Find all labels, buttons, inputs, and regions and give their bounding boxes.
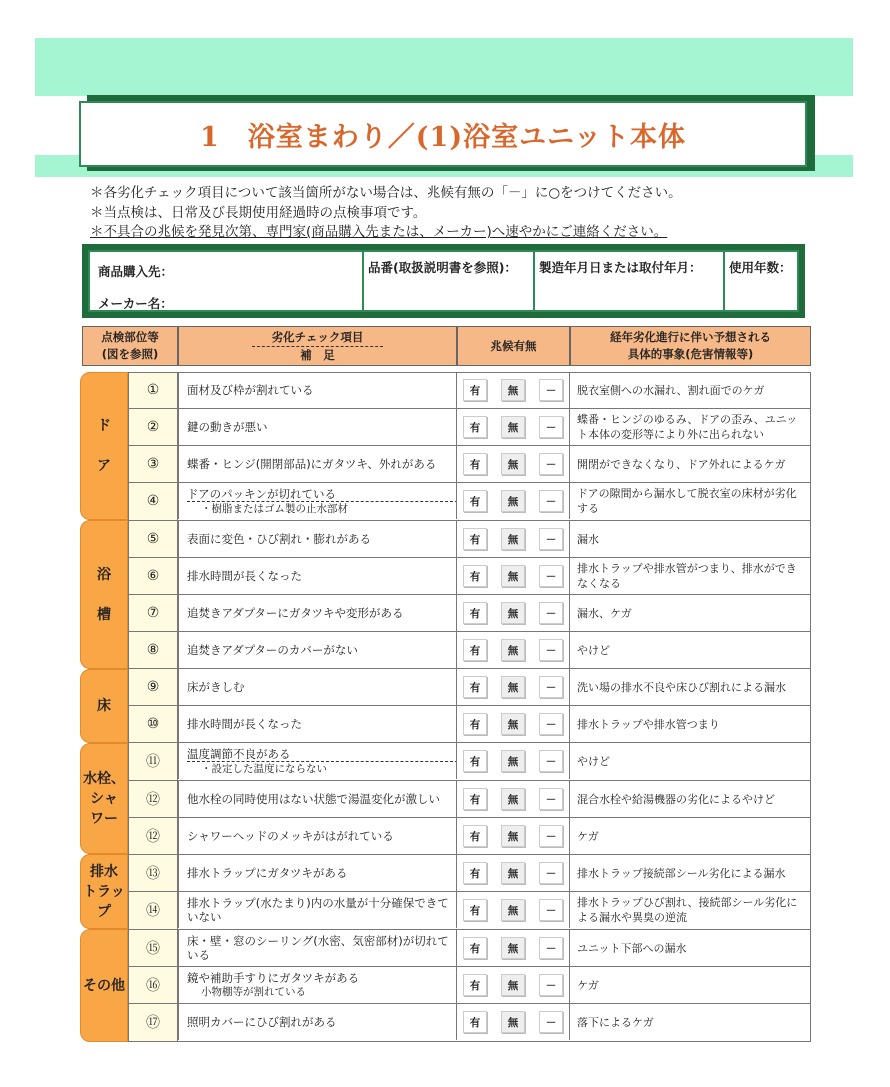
check-item-text: ドアのパッキンが切れている	[187, 487, 457, 502]
years-label: 使用年数：	[729, 260, 792, 275]
option-yes[interactable]: 有	[463, 453, 487, 475]
check-item-text: 排水トラップ(水たまり)内の水量が十分確保できていない	[187, 896, 449, 924]
effect-text: 蝶番・ヒンジのゆるみ、ドアの歪み、ユニット本体の変形等により外に出られない	[570, 409, 811, 445]
row-number: ③	[146, 456, 160, 472]
effect-text: やけど	[570, 632, 811, 668]
effect-text: ドアの隙間から漏水して脱衣室の床材が劣化する	[570, 483, 811, 519]
table-row	[128, 967, 811, 1004]
option-na[interactable]: －	[539, 937, 563, 959]
table-row	[128, 1004, 811, 1042]
option-na[interactable]: －	[539, 788, 563, 810]
effect-text: 漏水	[570, 521, 811, 557]
table-row	[128, 558, 811, 595]
header-effect-line2: 具体的事象(危害情報等)	[627, 347, 754, 361]
option-yes[interactable]: 有	[463, 974, 487, 996]
header-effect	[570, 326, 811, 366]
table-row	[128, 595, 811, 632]
option-na[interactable]: －	[539, 453, 563, 475]
option-no[interactable]: 無	[501, 416, 525, 438]
signs-cell	[457, 967, 570, 1003]
signs-cell	[457, 558, 570, 594]
header-signs	[457, 326, 570, 366]
option-yes[interactable]: 有	[463, 676, 487, 698]
option-no[interactable]: 無	[501, 713, 525, 735]
signs-cell	[457, 892, 570, 928]
option-yes[interactable]: 有	[463, 528, 487, 550]
row-number: ⑩	[146, 716, 160, 732]
effect-text: 排水トラップ接続部シール劣化による漏水	[570, 855, 811, 891]
check-item	[178, 930, 457, 966]
row-number: ⑮	[146, 941, 160, 957]
option-na[interactable]: －	[539, 974, 563, 996]
row-number: ⑥	[146, 568, 160, 584]
option-yes[interactable]: 有	[463, 639, 487, 661]
effect-text: やけど	[570, 743, 811, 779]
option-na[interactable]: －	[539, 713, 563, 735]
signs-cell	[457, 483, 570, 519]
table-row	[128, 372, 811, 409]
group-label: 床	[97, 698, 111, 714]
signs-cell	[457, 855, 570, 891]
check-item	[178, 669, 457, 705]
option-no[interactable]: 無	[501, 490, 525, 512]
check-item-note: 小物棚等が割れている	[201, 986, 306, 998]
option-no[interactable]: 無	[501, 602, 525, 624]
table-row	[128, 892, 811, 930]
effect-text: 排水トラップや排水管つまり	[570, 706, 811, 742]
option-yes[interactable]: 有	[463, 937, 487, 959]
model-field[interactable]	[362, 252, 533, 310]
note-line: ＊当点検は、日常及び長期使用経過時の点検事項です。	[90, 204, 427, 221]
notes	[90, 184, 682, 243]
note-line: ＊各劣化チェック項目について該当箇所がない場合は、兆候有無の「－」に○をつけてください。	[90, 185, 682, 201]
group-door	[80, 372, 128, 520]
years-field[interactable]	[723, 252, 801, 310]
check-item	[178, 632, 457, 668]
option-na[interactable]: －	[539, 528, 563, 550]
check-item-text: 排水トラップにガタツキがある	[187, 866, 348, 880]
option-na[interactable]: －	[539, 862, 563, 884]
signs-cell	[457, 930, 570, 966]
option-no[interactable]: 無	[501, 528, 525, 550]
date-field[interactable]	[533, 252, 723, 310]
option-no[interactable]: 無	[501, 862, 525, 884]
signs-cell	[457, 409, 570, 445]
group-label: ワー	[90, 810, 118, 827]
signs-cell	[457, 1004, 570, 1040]
row-number: ②	[146, 419, 160, 435]
signs-cell	[457, 632, 570, 668]
option-no[interactable]: 無	[501, 788, 525, 810]
maker-label: メーカー名：	[98, 296, 173, 311]
signs-cell	[457, 781, 570, 817]
option-na[interactable]: －	[539, 825, 563, 847]
effect-text: 漏水、ケガ	[570, 595, 811, 631]
signs-cell	[457, 818, 570, 854]
header-signs-label: 兆候有無	[490, 338, 537, 353]
option-yes[interactable]: 有	[463, 788, 487, 810]
table-row	[128, 818, 811, 855]
effect-text: 開閉ができなくなり、ドア外れによるケガ	[570, 446, 811, 482]
group-label: シャ	[90, 790, 118, 807]
option-na[interactable]: －	[539, 639, 563, 661]
option-yes[interactable]: 有	[463, 899, 487, 921]
row-number: ①	[146, 382, 160, 398]
option-yes[interactable]: 有	[463, 490, 487, 512]
table-row	[128, 781, 811, 818]
row-number: ⑰	[146, 1015, 160, 1031]
option-yes[interactable]: 有	[463, 565, 487, 587]
row-number: ⑧	[146, 642, 160, 658]
option-no[interactable]: 無	[501, 639, 525, 661]
info-box	[82, 244, 805, 318]
check-item	[178, 372, 457, 408]
check-item-text: 照明カバーにひび割れがある	[187, 1015, 337, 1029]
table-row	[128, 409, 811, 446]
option-yes[interactable]: 有	[463, 750, 487, 772]
group-label: ア	[97, 458, 111, 474]
check-item	[178, 781, 457, 817]
date-label: 製造年月日または取付年月：	[539, 260, 702, 275]
table-row	[128, 743, 811, 781]
group-drain-trap	[80, 854, 128, 929]
check-item	[178, 706, 457, 742]
option-no[interactable]: 無	[501, 937, 525, 959]
check-item	[178, 892, 457, 928]
page-title: 1 浴室まわり／(1)浴室ユニット本体	[199, 121, 687, 153]
header-band-top	[35, 38, 853, 96]
check-item-text: 他水栓の同時使用はない状態で湯温変化が激しい	[187, 792, 440, 806]
effect-text: 排水トラップや排水管がつまり、排水ができなくなる	[570, 558, 811, 594]
option-yes[interactable]: 有	[463, 379, 487, 401]
group-label: 浴	[97, 566, 111, 583]
table-row	[128, 669, 811, 706]
option-yes[interactable]: 有	[463, 602, 487, 624]
group-label: その他	[83, 977, 125, 994]
header-check	[178, 326, 457, 366]
header-part	[82, 326, 178, 366]
effect-text: 洗い場の排水不良や床ひび割れによる漏水	[570, 669, 811, 705]
group-label: 槽	[97, 606, 111, 623]
header-check-line1: 劣化チェック項目	[252, 329, 384, 347]
effect-text: 混合水栓や給湯機器の劣化によるやけど	[570, 781, 811, 817]
check-item-text: 鍵の動きが悪い	[187, 420, 268, 434]
option-na[interactable]: －	[539, 416, 563, 438]
option-no[interactable]: 無	[501, 453, 525, 475]
row-number: ⑯	[146, 978, 160, 994]
purchase-label: 商品購入先：	[98, 264, 174, 279]
option-no[interactable]: 無	[501, 974, 525, 996]
option-no[interactable]: 無	[501, 379, 525, 401]
group-bathtub	[80, 520, 128, 669]
effect-text: ケガ	[570, 818, 811, 854]
option-na[interactable]: －	[539, 490, 563, 512]
check-item	[178, 743, 457, 779]
group-label: ド	[97, 418, 111, 434]
check-item	[178, 1004, 457, 1040]
option-na[interactable]: －	[539, 602, 563, 624]
signs-cell	[457, 743, 570, 779]
option-na[interactable]: －	[539, 750, 563, 772]
row-number: ④	[146, 493, 160, 509]
group-label: トラップ	[83, 883, 125, 920]
row-number: ⑤	[146, 531, 160, 547]
check-item-note: ・樹脂またはゴム製の止水部材	[201, 502, 348, 515]
check-item	[178, 818, 457, 854]
row-number: ⑫	[146, 829, 160, 845]
option-na[interactable]: －	[539, 379, 563, 401]
option-yes[interactable]: 有	[463, 713, 487, 735]
row-number: ⑦	[146, 605, 160, 621]
check-item-note: ・設定した温度にならない	[201, 762, 327, 775]
row-number: ⑬	[146, 866, 160, 882]
option-no[interactable]: 無	[501, 825, 525, 847]
header-check-line2: 補 足	[300, 347, 335, 362]
option-na[interactable]: －	[539, 676, 563, 698]
check-item-text: 面材及び枠が割れている	[187, 383, 314, 397]
row-number: ⑨	[146, 679, 160, 695]
signs-cell	[457, 669, 570, 705]
signs-cell	[457, 372, 570, 408]
check-item	[178, 409, 457, 445]
option-no[interactable]: 無	[501, 676, 525, 698]
row-number: ⑫	[146, 792, 160, 808]
effect-text: 脱衣室側への水漏れ、割れ面でのケガ	[570, 372, 811, 408]
effect-text: ユニット下部への漏水	[570, 930, 811, 966]
option-yes[interactable]: 有	[463, 825, 487, 847]
option-na[interactable]: －	[539, 899, 563, 921]
table-row	[128, 483, 811, 521]
effect-text: 排水トラップひび割れ、接続部シール劣化による漏水や異臭の逆流	[570, 892, 811, 928]
option-no[interactable]: 無	[501, 899, 525, 921]
check-item-text: シャワーヘッドのメッキがはがれている	[187, 829, 394, 843]
signs-cell	[457, 706, 570, 742]
check-item-text: 温度調節不良がある	[187, 747, 457, 762]
table-row	[128, 706, 811, 743]
check-item	[178, 595, 457, 631]
check-item-text: 表面に変色・ひび割れ・膨れがある	[187, 532, 371, 546]
check-item-text: 排水時間が長くなった	[187, 717, 302, 731]
check-item	[178, 558, 457, 594]
group-faucet-shower	[80, 743, 128, 854]
check-item	[178, 483, 457, 519]
table-row	[128, 521, 811, 558]
check-item-text: 追焚きアダプターのカバーがない	[187, 643, 358, 657]
option-yes[interactable]: 有	[463, 416, 487, 438]
option-no[interactable]: 無	[501, 750, 525, 772]
effect-text: ケガ	[570, 967, 811, 1003]
check-item-text: 排水時間が長くなった	[187, 569, 302, 583]
option-na[interactable]: －	[539, 565, 563, 587]
table-row	[128, 632, 811, 669]
header-part-line2: (図を参照)	[101, 347, 159, 361]
group-label: 排水	[90, 863, 118, 880]
option-yes[interactable]: 有	[463, 1011, 487, 1033]
signs-cell	[457, 521, 570, 557]
check-item	[178, 967, 457, 1003]
check-item-text: 鏡や補助手すりにガタツキがある	[187, 971, 360, 985]
group-floor	[80, 669, 128, 743]
model-label: 品番(取扱説明書を参照)：	[368, 260, 517, 275]
table-row	[128, 930, 811, 967]
group-label: 水栓、	[83, 770, 125, 787]
row-number: ⑭	[146, 903, 160, 919]
check-item-text: 床がきしむ	[187, 680, 245, 694]
check-item	[178, 855, 457, 891]
signs-cell	[457, 595, 570, 631]
option-yes[interactable]: 有	[463, 862, 487, 884]
title-box	[79, 101, 807, 167]
option-na[interactable]: －	[539, 1011, 563, 1033]
group-other	[80, 929, 128, 1042]
check-item	[178, 446, 457, 482]
check-item-text: 蝶番・ヒンジ(開閉部品)にガタツキ、外れがある	[187, 457, 437, 471]
option-no[interactable]: 無	[501, 1011, 525, 1033]
option-no[interactable]: 無	[501, 565, 525, 587]
header-part-line1: 点検部位等	[101, 330, 159, 344]
table-row	[128, 855, 811, 892]
check-item-text: 追焚きアダプターにガタツキや変形がある	[187, 606, 404, 620]
signs-cell	[457, 446, 570, 482]
check-item	[178, 521, 457, 557]
check-item-text: 床・壁・窓のシーリング(水密、気密部材)が切れている	[187, 934, 449, 962]
effect-text: 落下によるケガ	[570, 1004, 811, 1040]
row-number: ⑪	[146, 754, 160, 770]
header-effect-line1: 経年劣化進行に伴い予想される	[610, 330, 771, 344]
note-line: ＊不具合の兆候を発見次第、専門家(商品購入先または、メーカー)へ速やかにご連絡ください。	[90, 224, 668, 240]
table-row	[128, 446, 811, 483]
